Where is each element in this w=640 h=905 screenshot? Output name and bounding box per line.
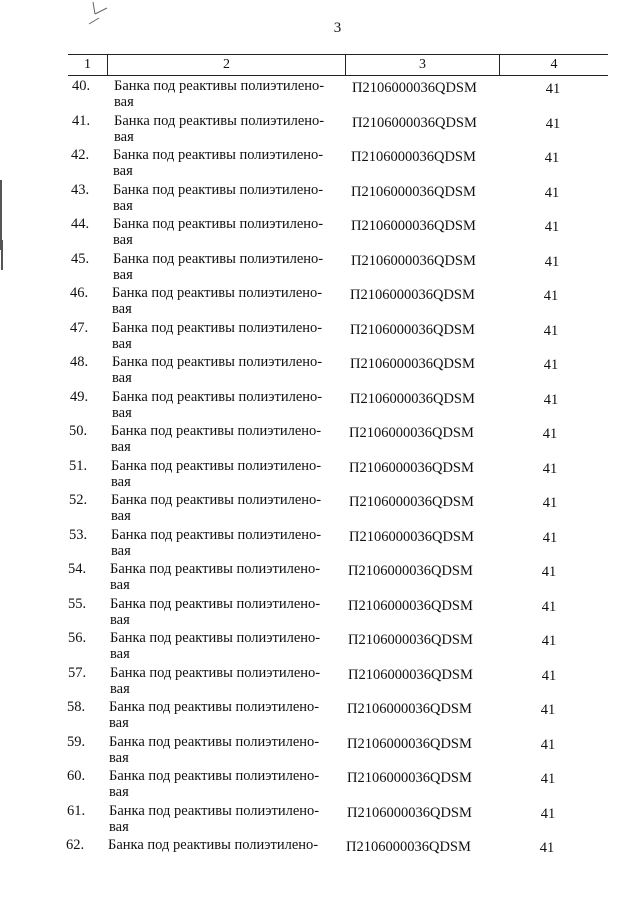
item-code: П2106000036QDSM	[350, 390, 475, 407]
item-code: П2106000036QDSM	[352, 114, 477, 131]
row-number: 53.	[69, 526, 88, 543]
row-number: 60.	[67, 768, 86, 784]
table-row	[63, 768, 603, 802]
item-name: Банка под реактивы полиэтилено- вая	[113, 147, 324, 179]
item-code: П2106000036QDSM	[347, 735, 472, 752]
item-quantity: 41	[540, 805, 556, 822]
item-quantity: 41	[543, 357, 559, 373]
row-number: 51.	[69, 457, 88, 474]
item-code: П2106000036QDSM	[346, 839, 471, 855]
column-header-4: 4	[550, 57, 558, 72]
item-code: П2106000036QDSM	[350, 356, 475, 372]
item-quantity: 41	[543, 288, 559, 304]
item-quantity: 41	[541, 598, 557, 615]
item-name: Банка под реактивы полиэтилено- вая	[110, 664, 321, 697]
table-row	[63, 734, 603, 768]
item-quantity: 41	[544, 253, 560, 270]
item-name: Банка под реактивы полиэтилено- вая	[113, 216, 324, 248]
item-code: П2106000036QDSM	[351, 149, 476, 165]
column-header-3: 3	[346, 55, 500, 75]
column-header-1: 1	[68, 55, 108, 75]
item-quantity: 41	[542, 529, 558, 546]
item-quantity: 41	[541, 667, 557, 684]
item-name: Банка под реактивы полиэтилено- вая	[114, 112, 325, 145]
row-number: 44.	[71, 216, 90, 232]
item-name: Банка под реактивы полиэтилено- вая	[112, 388, 323, 421]
row-number: 57.	[68, 664, 87, 681]
row-number: 62.	[66, 837, 85, 853]
item-quantity: 41	[543, 322, 559, 339]
row-number: 56.	[68, 630, 87, 646]
page-number: 3	[333, 20, 342, 36]
row-number: 45.	[71, 250, 90, 267]
row-number: 47.	[70, 319, 89, 336]
table-row	[65, 423, 605, 457]
item-code: П2106000036QDSM	[349, 528, 474, 545]
table-row	[66, 389, 606, 423]
item-code: П2106000036QDSM	[349, 494, 474, 510]
table-header-row	[68, 54, 608, 76]
table-row	[63, 699, 603, 733]
table-row	[65, 527, 605, 561]
item-name: Банка под реактивы полиэтилено- вая	[110, 595, 321, 628]
item-quantity: 41	[542, 495, 558, 511]
item-quantity: 41	[545, 81, 561, 97]
item-code: П2106000036QDSM	[347, 701, 472, 717]
row-number: 50.	[69, 423, 88, 439]
item-code: П2106000036QDSM	[350, 287, 475, 303]
table-row	[66, 354, 606, 388]
item-quantity: 41	[541, 564, 557, 580]
item-code: П2106000036QDSM	[351, 252, 476, 269]
table-row	[63, 803, 603, 837]
item-quantity: 41	[543, 391, 559, 408]
table-row	[64, 596, 604, 630]
item-name: Банка под реактивы полиэтилено- вая	[110, 630, 321, 662]
item-name: Банка под реактивы полиэтилено- вая	[112, 354, 323, 386]
row-number: 49.	[70, 388, 89, 405]
table-row	[65, 458, 605, 492]
item-name: Банка под реактивы полиэтилено- вая	[111, 457, 322, 490]
item-code: П2106000036QDSM	[348, 597, 473, 614]
row-number: 40.	[72, 78, 91, 94]
row-number: 48.	[70, 354, 89, 370]
item-code: П2106000036QDSM	[349, 425, 474, 441]
column-header-2: 2	[108, 55, 346, 75]
row-number: 41.	[72, 112, 91, 129]
item-name: Банка под реактивы полиэтилено- вая	[111, 492, 322, 524]
table-row	[68, 78, 608, 112]
table-row	[64, 630, 604, 664]
item-code: П2106000036QDSM	[350, 321, 475, 338]
row-number: 43.	[71, 181, 90, 198]
item-code: П2106000036QDSM	[349, 459, 474, 476]
item-quantity: 41	[544, 184, 560, 201]
item-quantity: 41	[542, 426, 558, 442]
item-code: П2106000036QDSM	[347, 770, 472, 786]
item-quantity: 41	[540, 702, 556, 718]
table-row	[66, 285, 606, 319]
item-name: Банка под реактивы полиэтилено- вая	[111, 526, 322, 559]
item-code: П2106000036QDSM	[351, 183, 476, 200]
table-row	[65, 492, 605, 526]
item-name: Банка под реактивы полиэтилено- вая	[109, 768, 320, 800]
row-number: 52.	[69, 492, 88, 508]
item-code: П2106000036QDSM	[348, 563, 473, 579]
row-number: 59.	[67, 733, 86, 750]
table-row	[68, 113, 608, 147]
row-number: 46.	[70, 285, 89, 301]
binding-mark	[1, 240, 3, 270]
table-row	[67, 147, 607, 181]
item-quantity: 41	[545, 115, 561, 132]
table-row	[64, 561, 604, 595]
item-code: П2106000036QDSM	[351, 218, 476, 234]
table-row	[64, 665, 604, 699]
item-code: П2106000036QDSM	[348, 632, 473, 648]
item-name: Банка под реактивы полиэтилено- вая	[113, 250, 324, 283]
item-name: Банка под реактивы полиэтилено- вая	[113, 181, 324, 214]
row-number: 58.	[67, 699, 86, 715]
table-row	[67, 251, 607, 285]
item-name: Банка под реактивы полиэтилено-	[108, 837, 319, 853]
item-quantity: 41	[542, 460, 558, 477]
row-number: 61.	[67, 802, 86, 819]
item-name: Банка под реактивы полиэтилено- вая	[112, 285, 323, 317]
item-name: Банка под реактивы полиэтилено- вая	[112, 319, 323, 352]
item-quantity: 41	[540, 736, 556, 753]
item-quantity: 41	[544, 219, 560, 235]
item-name: Банка под реактивы полиэтилено- вая	[109, 733, 320, 766]
table-row	[67, 182, 607, 216]
row-number: 42.	[71, 147, 90, 163]
item-quantity: 41	[540, 771, 556, 787]
item-name: Банка под реактивы полиэтилено- вая	[109, 699, 320, 731]
items-table	[66, 54, 608, 856]
item-code: П2106000036QDSM	[352, 80, 477, 96]
item-name: Банка под реактивы полиэтилено- вая	[109, 802, 320, 835]
table-row	[67, 216, 607, 250]
item-name: Банка под реактивы полиэтилено- вая	[110, 561, 321, 593]
item-name: Банка под реактивы полиэтилено- вая	[111, 423, 322, 455]
item-code: П2106000036QDSM	[348, 666, 473, 683]
table-row	[62, 837, 602, 871]
item-quantity: 41	[541, 633, 557, 649]
row-number: 55.	[68, 595, 87, 612]
table-row	[66, 320, 606, 354]
item-quantity: 41	[539, 840, 555, 856]
row-number: 54.	[68, 561, 87, 577]
item-quantity: 41	[544, 150, 560, 166]
item-code: П2106000036QDSM	[347, 804, 472, 821]
item-name: Банка под реактивы полиэтилено- вая	[114, 78, 325, 110]
